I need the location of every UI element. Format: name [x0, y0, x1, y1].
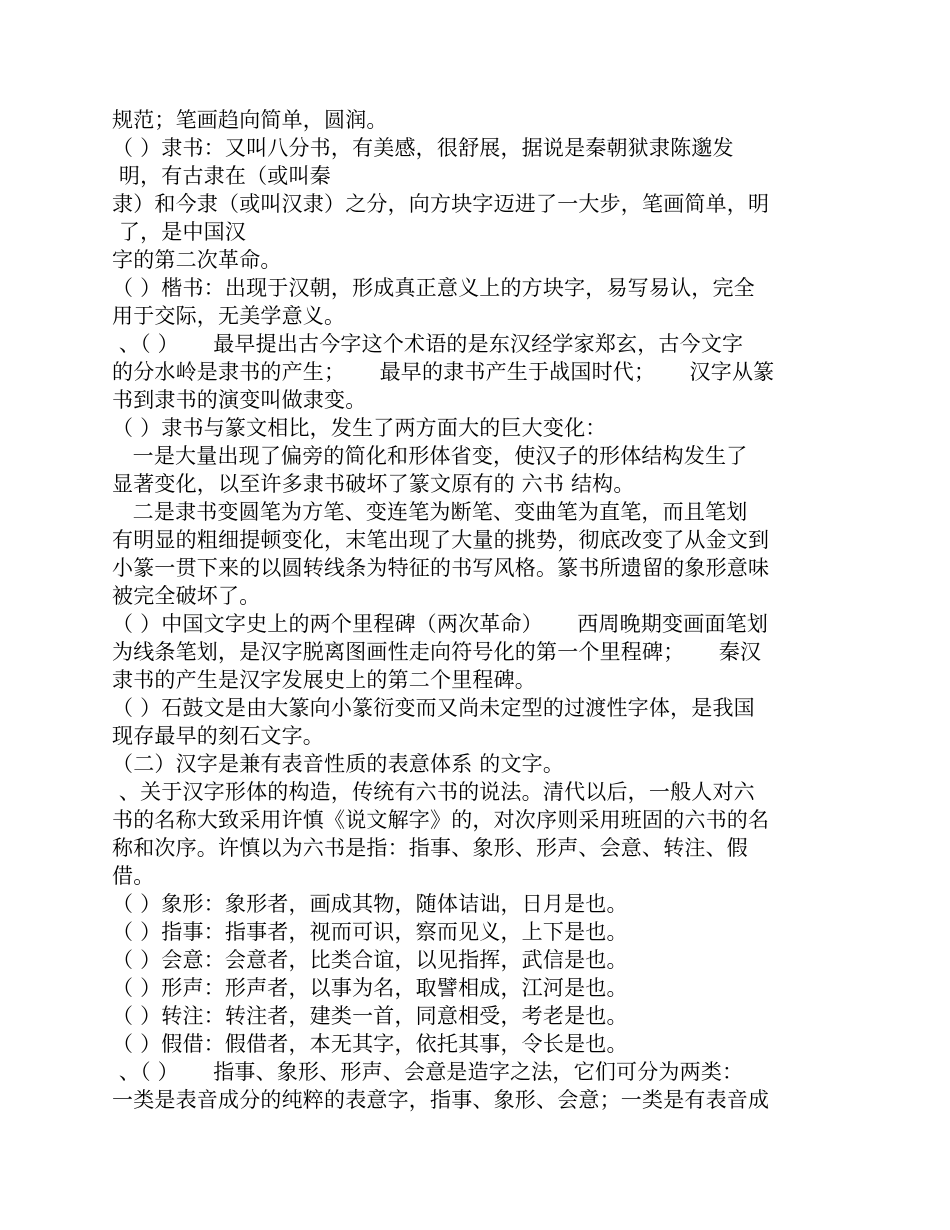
text-line: 书的名称大致采用许慎《说文解字》的，对次序则采用班固的六书的名: [112, 808, 770, 832]
text-line: 隶）和今隶（或叫汉隶）之分，向方块字迈进了一大步，笔画简单，明: [112, 192, 770, 216]
text-line: （ ）石鼓文是由大篆向小篆衍变而又尚未定型的过渡性字体，是我国: [112, 696, 755, 720]
text-line: （ ）中国文字史上的两个里程碑（两次革命） 西周晚期变画面笔划: [112, 612, 769, 636]
text-line: 一是大量出现了偏旁的简化和形体省变，使汉子的形体结构发生了: [112, 444, 748, 468]
text-line: （ ）楷书：出现于汉朝，形成真正意义上的方块字，易写易认，完全: [112, 276, 755, 300]
text-line: 被完全破坏了。: [112, 584, 261, 608]
text-line: （ ）指事：指事者，视而可识，察而见义，上下是也。: [112, 920, 628, 944]
text-line: （ ）假借：假借者，本无其字，依托其事，令长是也。: [112, 1032, 628, 1056]
text-line: （二）汉字是兼有表音性质的表意体系 的文字。: [112, 752, 565, 776]
text-line: （ ）转注：转注者，建类一首，同意相受，考老是也。: [112, 1004, 628, 1028]
text-line: 、关于汉字形体的构造，传统有六书的说法。清代以后，一般人对六: [112, 780, 755, 804]
text-line: 、（ ） 最早提出古今字这个术语的是东汉经学家郑玄，古今文字: [112, 332, 744, 356]
text-line: 现存最早的刻石文字。: [112, 724, 324, 748]
text-line: （ ）会意：会意者，比类合谊，以见指挥，武信是也。: [112, 948, 628, 972]
text-line: 称和次序。许慎以为六书是指：指事、象形、形声、会意、转注、假: [112, 836, 748, 860]
text-line: 用于交际，无美学意义。: [112, 304, 346, 328]
text-line: 字的第二次革命。: [112, 248, 282, 272]
text-line: 小篆一贯下来的以圆转线条为特征的书写风格。篆书所遗留的象形意味: [112, 556, 770, 580]
text-line: 为线条笔划，是汉字脱离图画性走向符号化的第一个里程碑； 秦汉: [112, 640, 762, 664]
text-line: 二是隶书变圆笔为方笔、变连笔为断笔、变曲笔为直笔，而且笔划: [112, 500, 748, 524]
text-line: 隶书的产生是汉字发展史上的第二个里程碑。: [112, 668, 536, 692]
text-line: 、（ ） 指事、象形、形声、会意是造字之法，它们可分为两类：: [112, 1060, 744, 1084]
text-line: 一类是表音成分的纯粹的表意字，指事、象形、会意；一类是有表音成: [112, 1088, 770, 1112]
text-line: 了，是中国汉: [112, 220, 247, 244]
text-line: （ ）隶书与篆文相比，发生了两方面大的巨大变化：: [112, 416, 607, 440]
text-line: （ ）象形：象形者，画成其物，随体诘诎，日月是也。: [112, 892, 628, 916]
text-line: 有明显的粗细提顿变化，末笔出现了大量的挑势，彻底改变了从金文到: [112, 528, 770, 552]
text-line: 书到隶书的演变叫做隶变。: [112, 388, 367, 412]
text-line: （ ）隶书：又叫八分书，有美感，很舒展，据说是秦朝狱隶陈邈发: [112, 136, 734, 160]
text-line: 明，有古隶在（或叫秦: [112, 164, 331, 188]
text-line: 规范；笔画趋向简单，圆润。: [112, 108, 388, 132]
text-line: （ ）形声：形声者，以事为名，取譬相成，江河是也。: [112, 976, 628, 1000]
text-line: 的分水岭是隶书的产生； 最早的隶书产生于战国时代； 汉字从篆: [112, 360, 775, 384]
text-line: 显著变化，以至许多隶书破坏了篆文原有的 六书 结构。: [112, 472, 635, 496]
text-line: 借。: [112, 864, 155, 888]
